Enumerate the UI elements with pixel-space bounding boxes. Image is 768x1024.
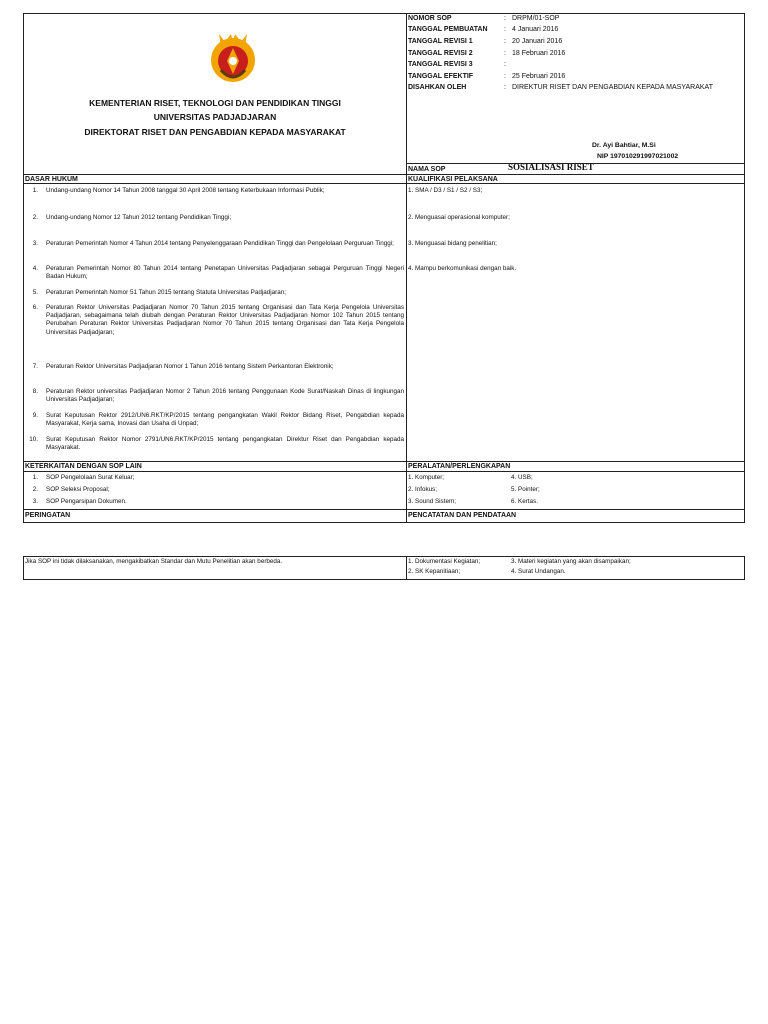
list-item: 10. Surat Keputusan Rektor Nomor 2791/UN6.RKT/KP/2015 tentang pengangkatan Direktur Riset dan Pengabdian kepada Masyarakat. [29, 436, 404, 452]
list-item: 4. Peraturan Pemerintah Nomor 80 Tahun 2014 tentang Penetapan Universitas Padjadjaran sebagai Perguruan Tinggi Negeri Badan Hukum; [32, 265, 404, 281]
meta-colon: : [504, 50, 506, 57]
sop-name-value: SOSIALISASI RISET [508, 162, 594, 172]
bottom-divider [406, 557, 407, 579]
meta-value: 4 Januari 2016 [512, 26, 559, 33]
sop-form [23, 13, 745, 523]
list-item: 3. Peraturan Pemerintah Nomor 4 Tahun 2014 tentang Penyelenggaraan Pendidikan Tinggi dan Pengelolaan Perguruan Tinggi; [32, 240, 394, 247]
keterkaitan-title: KETERKAITAN DENGAN SOP LAIN [25, 463, 142, 470]
list-item: 5. Peraturan Pemerintah Nomor 51 Tahun 2015 tentang Statuta Universitas Padjadjaran; [32, 289, 287, 296]
list-item: 1. SMA / D3 / S1 / S2 / S3; [408, 187, 483, 194]
list-item: 3. Menguasai bidang penelitian; [408, 240, 497, 247]
meta-key: DISAHKAN OLEH [408, 84, 467, 91]
list-item: 1. Dokumentasi Kegiatan; [408, 558, 481, 565]
section-title-rule-1 [24, 183, 744, 184]
header-bottom-rule [24, 174, 744, 175]
meta-colon: : [504, 15, 506, 22]
meta-colon: : [504, 73, 506, 80]
meta-colon: : [504, 61, 506, 68]
signatory-nip: NIP 197010291997021002 [597, 153, 679, 160]
meta-row [408, 25, 558, 34]
list-item: 8. Peraturan Rektor universitas Padjadjaran Nomor 2 Tahun 2016 tentang Penggunaan Kode Surat/Naskah Dinas di lingkungan Universitas Padjadjaran; [32, 388, 404, 404]
list-item: 7. Peraturan Rektor Universitas Padjadjaran Nomor 1 Tahun 2016 tentang Sistem Perkantoran Elektronik; [32, 363, 334, 370]
list-item: 2. Undang-undang Nomor 12 Tahun 2012 tentang Pendidikan Tinggi; [32, 214, 232, 221]
meta-key: TANGGAL REVISI 3 [408, 61, 473, 68]
meta-row [408, 49, 565, 58]
list-item: 4. Mampu berkomunikasi dengan baik. [408, 265, 517, 272]
signatory-name: Dr. Ayi Bahtiar, M.Si [592, 142, 656, 149]
meta-key: TANGGAL PEMBUATAN [408, 26, 488, 33]
meta-key: TANGGAL REVISI 2 [408, 50, 473, 57]
list-item: 3. SOP Pengarsipan Dokumen. [32, 498, 127, 505]
meta-row [408, 14, 559, 23]
list-item: 6. Peraturan Rektor Universitas Padjadjaran Nomor 70 Tahun 2015 tentang Organisasi dan Tata Kerja Pengelola Universitas Padjadjaran, sebagaimana telah diubah dengan Peraturan Rektor Universitas Padjadjaran Nomor 102 Tahun 2015 tentang Perubahan Peraturan Rektor Universitas Padjadjaran Nomor 70 Tahun 2015 tentang Organisasi dan Tata Kerja Pengelola Universitas Padjadjaran; [32, 304, 404, 336]
list-item: 1. SOP Pengelolaan Surat Keluar; [32, 474, 135, 481]
list-item: 2. SK Kepanitiaan; [408, 568, 461, 575]
meta-value: DRPM/01-SOP [512, 15, 560, 22]
peringatan-text: Jika SOP ini tidak dilaksanakan, mengakibatkan Standar dan Mutu Penelitian akan berbeda. [25, 558, 283, 565]
meta-row [408, 37, 562, 46]
list-item: 6. Kertas. [511, 498, 538, 505]
meta-value: 25 Februari 2016 [512, 73, 566, 80]
dasar-hukum-title: DASAR HUKUM [25, 176, 78, 183]
list-item: 2. Infokus; [408, 486, 438, 493]
list-item: 4. Surat Undangan. [511, 568, 566, 575]
kualifikasi-title: KUALIFIKASI PELAKSANA [408, 176, 498, 183]
list-item: 5. Pointer; [511, 486, 540, 493]
section-rule-3 [24, 509, 744, 510]
list-item: 9. Surat Keputusan Rektor 2912/UN6.RKT/KP/2015 tentang pengangkatan Wakil Rektor Bidang Riset, Pengabdian kepada Masyarakat, Kerja sama, Inovasi dan Usaha di Unpad; [32, 412, 404, 428]
ministry-title: KEMENTERIAN RISET, TEKNOLOGI DAN PENDIDIKAN TINGGI [89, 98, 341, 108]
sop-name-label: NAMA SOP [408, 166, 446, 173]
list-item: 1. Undang-undang Nomor 14 Tahun 2008 tanggal 30 April 2008 tentang Keterbukaan Informasi Publik; [32, 187, 325, 194]
meta-value: DIREKTUR RISET DAN PENGABDIAN KEPADA MASYARAKAT [512, 84, 713, 91]
peralatan-title: PERALATAN/PERLENGKAPAN [408, 463, 511, 470]
university-title: UNIVERSITAS PADJADJARAN [153, 112, 277, 122]
meta-colon: : [504, 84, 506, 91]
list-item: 1. Komputer; [408, 474, 445, 481]
meta-colon: : [504, 38, 506, 45]
meta-row [408, 83, 713, 92]
list-item: 4. USB; [511, 474, 533, 481]
unpad-logo-icon [207, 28, 259, 88]
pencatatan-title: PENCATATAN DAN PENDATAAN [408, 512, 517, 519]
column-divider [406, 14, 407, 522]
meta-value: 18 Februari 2016 [512, 50, 566, 57]
meta-row [408, 60, 512, 69]
meta-key: TANGGAL REVISI 1 [408, 38, 473, 45]
list-item: 3. Sound Sistem; [408, 498, 456, 505]
meta-key: TANGGAL EFEKTIF [408, 73, 474, 80]
list-item: 2. Menguasai operasional komputer; [408, 214, 510, 221]
peringatan-title: PERINGATAN [25, 512, 71, 519]
peringatan-pencatatan-content [23, 556, 745, 580]
list-item: 3. Materi kegiatan yang akan disampaikan; [511, 558, 631, 565]
list-item: 2. SOP Seleksi Proposal; [32, 486, 110, 493]
meta-key: NOMOR SOP [408, 15, 452, 22]
meta-colon: : [504, 26, 506, 33]
meta-row [408, 72, 565, 81]
directorate-title: DIREKTORAT RISET DAN PENGABDIAN KEPADA MASYARAKAT [84, 127, 346, 137]
section-title-rule-2 [24, 471, 744, 472]
meta-value: 20 Januari 2016 [512, 38, 563, 45]
